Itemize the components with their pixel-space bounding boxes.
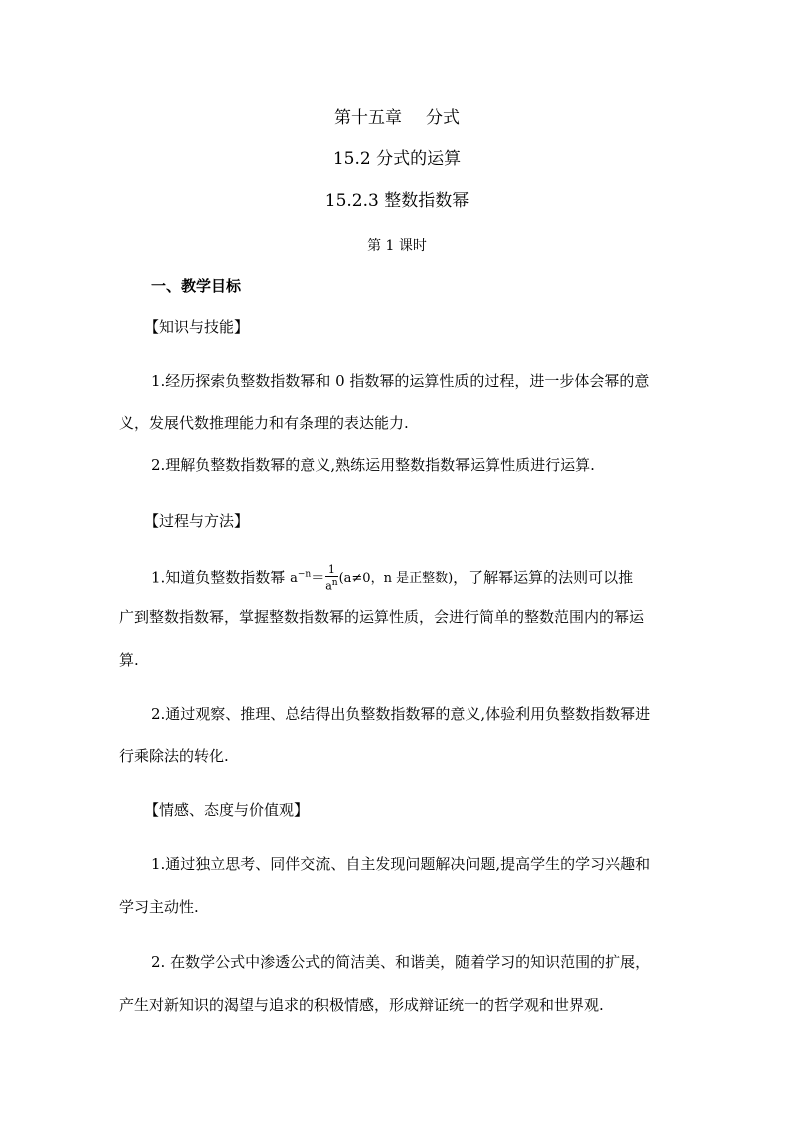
section-title: 15.2 分式的运算 (332, 149, 462, 169)
process-heading: 【过程与方法】 (144, 512, 250, 530)
formula-equals: ＝ (311, 570, 325, 586)
process-item-1-line-3: 算. (119, 651, 139, 669)
objectives-heading: 一、教学目标 (151, 277, 242, 295)
chapter-title (0, 108, 794, 128)
formula-base: a (290, 570, 298, 586)
attitude-heading: 【情感、态度与价值观】 (144, 801, 310, 819)
process-item-2-line-1: 2.通过观察、推理、总结得出负整数指数幂的意义,体验利用负整数指数幂进 (151, 705, 651, 723)
lesson-title: 第 1 课时 (367, 238, 427, 254)
fraction-denominator-exponent: n (331, 578, 338, 588)
knowledge-item-2: 2.理解负整数指数幂的意义,熟练运用整数指数幂运算性质进行运算. (151, 456, 595, 474)
chapter-name: 分式 (426, 108, 460, 128)
chapter-number: 第十五章 (334, 108, 402, 128)
process-item-1-line-1 (151, 564, 633, 593)
process-item-1-prefix: 1.知道负整数指数幂 (151, 568, 291, 587)
attitude-item-2-line-1: 2. 在数学公式中渗透公式的简洁美、和谐美，随着学习的知识范围的扩展， (151, 953, 651, 971)
process-item-1-suffix: ，了解幂运算的法则可以推 (453, 568, 634, 587)
fraction-denominator-base: a (325, 579, 332, 593)
fraction-denominator (325, 577, 337, 593)
attitude-item-1-line-2: 学习主动性. (119, 898, 199, 916)
fraction-numerator: 1 (325, 564, 337, 577)
negative-exponent-formula (290, 564, 453, 593)
formula-exponent: −n (297, 569, 312, 580)
process-item-1-line-2: 广到整数指数幂，掌握整数指数幂的运算性质，会进行简单的整数范围内的幂运 (119, 608, 645, 626)
formula-condition: (a≠0，n 是正整数) (338, 570, 454, 586)
attitude-item-2-line-2: 产生对新知识的渴望与追求的积极情感，形成辩证统一的哲学观和世界观. (119, 996, 604, 1014)
subsection-title: 15.2.3 整数指数幂 (324, 191, 470, 211)
attitude-item-1-line-1: 1.通过独立思考、同伴交流、自主发现问题解决问题,提高学生的学习兴趣和 (151, 855, 651, 873)
knowledge-item-1-line-1: 1.经历探索负整数指数幂和 0 指数幂的运算性质的过程，进一步体会幂的意 (151, 372, 650, 390)
process-item-2-line-2: 行乘除法的转化. (119, 747, 229, 765)
formula-fraction (325, 564, 337, 593)
knowledge-heading: 【知识与技能】 (144, 318, 250, 336)
knowledge-item-1-line-2: 义，发展代数推理能力和有条理的表达能力. (119, 414, 409, 432)
